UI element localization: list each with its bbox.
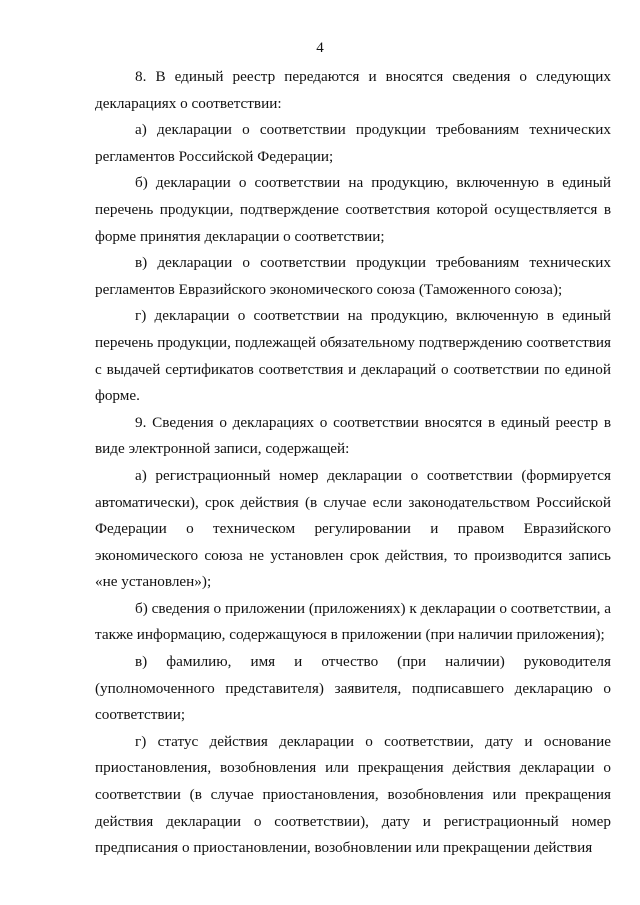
paragraph-9: 9. Сведения о декларациях о соответствии вносятся в единый реестр в виде электронной записи, содержащей:: [95, 413, 611, 458]
document-body: [95, 64, 611, 862]
paragraph-9v: в) фамилию, имя и отчество (при наличии) руководителя (уполномоченного представителя) заявителя, подписавшего декларацию о соответствии;: [95, 653, 611, 724]
paragraph-9a: а) регистрационный номер декларации о соответствии (формируется автоматически), срок действия (в случае если законодательством Российской Федерации о техническом регулировании и правом Евразийского экономического союза не установлен срок действия, то производится запись «не установлен»);: [95, 466, 611, 591]
paragraph-8a: а) декларации о соответствии продукции требованиям технических регламентов Российской Федерации;: [95, 121, 611, 165]
paragraph-9g: г) статус действия декларации о соответствии, дату и основание приостановления, возобновления или прекращения действия декларации о соответствии (в случае приостановления, возобновления или прекращения действия декларации о соответствии), дату и регистрационный номер предписания о приостановлении, возобновлении или прекращении действия: [95, 732, 611, 857]
paragraph-8g: г) декларации о соответствии на продукцию, включенную в единый перечень продукции, подлежащей обязательному подтверждению соответствия с выдачей сертификатов соответствия и деклараций о соответствии по единой форме.: [95, 307, 611, 405]
paragraph-8v: в) декларации о соответствии продукции требованиям технических регламентов Евразийского экономического союза (Таможенного союза);: [95, 254, 611, 298]
paragraph-8b: б) декларации о соответствии на продукцию, включенную в единый перечень продукции, подтверждение соответствия которой осуществляется в форме принятия декларации о соответствии;: [95, 174, 611, 245]
paragraph-9b: б) сведения о приложении (приложениях) к декларации о соответствии, а также информацию, содержащуюся в приложении (при наличии приложения);: [95, 599, 611, 644]
paragraph-8: 8. В единый реестр передаются и вносятся сведения о следующих декларациях о соответствии:: [95, 68, 611, 112]
page-number: 4: [316, 40, 324, 56]
